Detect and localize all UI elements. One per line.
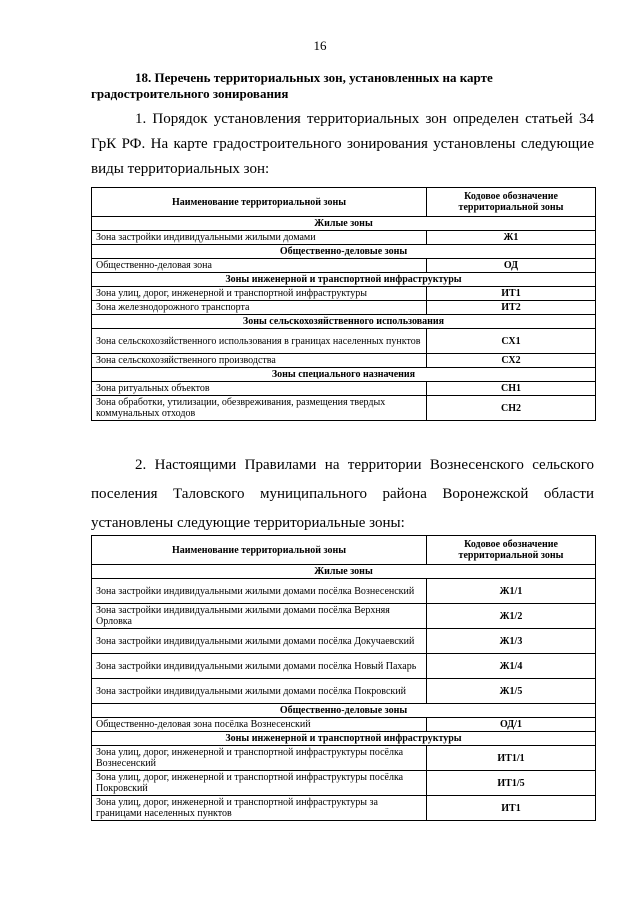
zone-code-cell: ОД bbox=[427, 259, 596, 273]
table-row bbox=[92, 771, 596, 796]
table-row bbox=[92, 287, 596, 301]
zone-code-cell: Ж1/3 bbox=[427, 629, 596, 654]
zone-code-cell: СН2 bbox=[427, 396, 596, 421]
group-title: Жилые зоны bbox=[92, 565, 596, 579]
group-title: Жилые зоны bbox=[92, 217, 596, 231]
table-row bbox=[92, 329, 596, 354]
table-row bbox=[92, 396, 596, 421]
zone-code-cell: Ж1/2 bbox=[427, 604, 596, 629]
section-heading-line1: 18. Перечень территориальных зон, установленных на карте bbox=[135, 70, 493, 85]
zone-name-cell: Зона улиц, дорог, инженерной и транспортной инфраструктуры посёлка Покровский bbox=[92, 771, 427, 796]
zones-table-2-body bbox=[92, 565, 596, 821]
group-row bbox=[92, 704, 596, 718]
table-row bbox=[92, 259, 596, 273]
zone-name-cell: Зона улиц, дорог, инженерной и транспортной инфраструктуры bbox=[92, 287, 427, 301]
group-row bbox=[92, 565, 596, 579]
group-row bbox=[92, 368, 596, 382]
zone-code-cell: СХ1 bbox=[427, 329, 596, 354]
zone-name-cell: Зона обработки, утилизации, обезвреживания, размещения твердых коммунальных отходов bbox=[92, 396, 427, 421]
table-header-row bbox=[92, 188, 596, 217]
zones-table-1 bbox=[91, 187, 596, 421]
group-title: Зоны специального назначения bbox=[92, 368, 596, 382]
table-row bbox=[92, 746, 596, 771]
zone-name-cell: Зона железнодорожного транспорта bbox=[92, 301, 427, 315]
header-zone-name: Наименование территориальной зоны bbox=[92, 536, 427, 565]
zone-code-cell: ИТ1/5 bbox=[427, 771, 596, 796]
zone-code-cell: СХ2 bbox=[427, 354, 596, 368]
group-row bbox=[92, 273, 596, 287]
zone-code-cell: Ж1 bbox=[427, 231, 596, 245]
group-title: Зоны инженерной и транспортной инфраструктуры bbox=[92, 732, 596, 746]
zone-code-cell: ИТ1/1 bbox=[427, 746, 596, 771]
table-row bbox=[92, 654, 596, 679]
table-row bbox=[92, 796, 596, 821]
table-header-row bbox=[92, 536, 596, 565]
zone-name-cell: Зона ритуальных объектов bbox=[92, 382, 427, 396]
zones-table-2 bbox=[91, 535, 596, 821]
group-row bbox=[92, 732, 596, 746]
zone-name-cell: Общественно-деловая зона посёлка Вознесенский bbox=[92, 718, 427, 732]
zone-code-cell: ИТ2 bbox=[427, 301, 596, 315]
section-heading-line2: градостроительного зонирования bbox=[91, 86, 289, 101]
zone-code-cell: Ж1/4 bbox=[427, 654, 596, 679]
zone-code-cell: ИТ1 bbox=[427, 287, 596, 301]
zone-name-cell: Зона застройки индивидуальными жилыми домами посёлка Новый Пахарь bbox=[92, 654, 427, 679]
table-row bbox=[92, 604, 596, 629]
group-title: Общественно-деловые зоны bbox=[92, 245, 596, 259]
zone-name-cell: Зона сельскохозяйственного производства bbox=[92, 354, 427, 368]
zone-code-cell: Ж1/1 bbox=[427, 579, 596, 604]
header-zone-name: Наименование территориальной зоны bbox=[92, 188, 427, 217]
table-row bbox=[92, 718, 596, 732]
zone-name-cell: Общественно-деловая зона bbox=[92, 259, 427, 273]
table-row bbox=[92, 679, 596, 704]
zone-name-cell: Зона улиц, дорог, инженерной и транспортной инфраструктуры посёлка Вознесенский bbox=[92, 746, 427, 771]
paragraph-2: 2. Настоящими Правилами на территории Вознесенского сельского поселения Таловского муниципального района Воронежской области установлены следующие территориальные зоны: bbox=[91, 457, 594, 531]
group-row bbox=[92, 217, 596, 231]
zone-name-cell: Зона улиц, дорог, инженерной и транспортной инфраструктуры за границами населенных пунктов bbox=[92, 796, 427, 821]
zones-table-1-body bbox=[92, 217, 596, 421]
group-title: Общественно-деловые зоны bbox=[92, 704, 596, 718]
table-row bbox=[92, 382, 596, 396]
table-row bbox=[92, 354, 596, 368]
zone-code-cell: СН1 bbox=[427, 382, 596, 396]
table-row bbox=[92, 301, 596, 315]
page-number: 16 bbox=[313, 38, 327, 53]
header-zone-code: Кодовое обозначение территориальной зоны bbox=[427, 536, 596, 565]
group-row bbox=[92, 315, 596, 329]
zone-code-cell: ИТ1 bbox=[427, 796, 596, 821]
table-row bbox=[92, 629, 596, 654]
section-heading bbox=[91, 70, 594, 102]
table-row bbox=[92, 231, 596, 245]
group-row bbox=[92, 245, 596, 259]
group-title: Зоны инженерной и транспортной инфраструктуры bbox=[92, 273, 596, 287]
table-row bbox=[92, 579, 596, 604]
zone-name-cell: Зона застройки индивидуальными жилыми домами посёлка Покровский bbox=[92, 679, 427, 704]
header-zone-code: Кодовое обозначение территориальной зоны bbox=[427, 188, 596, 217]
zone-name-cell: Зона застройки индивидуальными жилыми домами bbox=[92, 231, 427, 245]
zone-name-cell: Зона застройки индивидуальными жилыми домами посёлка Вознесенский bbox=[92, 579, 427, 604]
paragraph-1: 1. Порядок установления территориальных зон определен статьей 34 ГрК РФ. На карте градостроительного зонирования установлены следующие виды территориальных зон: bbox=[91, 111, 594, 177]
group-title: Зоны сельскохозяйственного использования bbox=[92, 315, 596, 329]
zone-name-cell: Зона застройки индивидуальными жилыми домами посёлка Верхняя Орловка bbox=[92, 604, 427, 629]
zone-code-cell: ОД/1 bbox=[427, 718, 596, 732]
zone-code-cell: Ж1/5 bbox=[427, 679, 596, 704]
zone-name-cell: Зона застройки индивидуальными жилыми домами посёлка Докучаевский bbox=[92, 629, 427, 654]
zone-name-cell: Зона сельскохозяйственного использования в границах населенных пунктов bbox=[92, 329, 427, 354]
